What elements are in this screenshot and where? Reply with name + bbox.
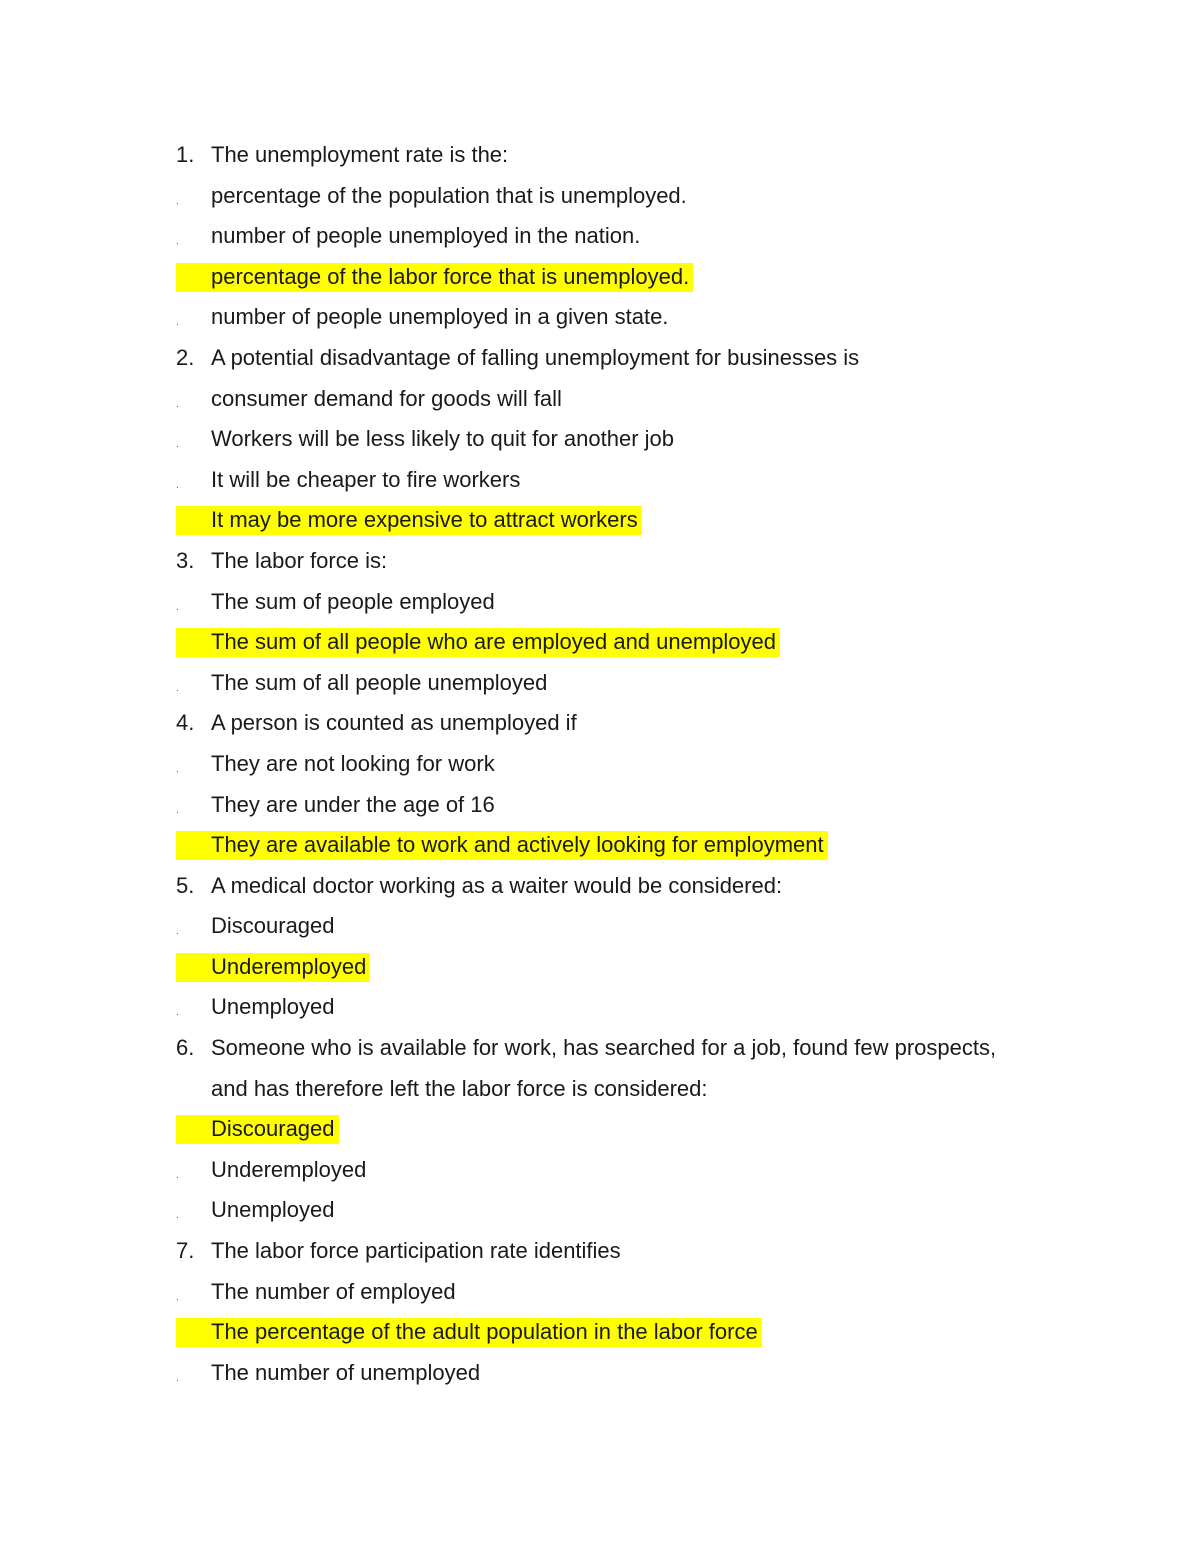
question-text: A person is counted as unemployed if [211, 710, 577, 736]
question-number: 3. [176, 547, 195, 573]
answer-option [176, 460, 1076, 501]
answer-option-correct [176, 257, 1076, 298]
option-marker-icon: . [176, 804, 179, 816]
answer-option-text: The number of unemployed [211, 1359, 481, 1385]
answer-option-text: The percentage of the adult population in the labor force [211, 1319, 758, 1345]
question-stem-line [176, 1231, 1076, 1272]
answer-option [176, 987, 1076, 1028]
answer-option-text: The sum of all people unemployed [211, 669, 548, 695]
question-text: The labor force is: [211, 547, 388, 573]
answer-option [176, 419, 1076, 460]
question-stem-line [176, 703, 1076, 744]
answer-option-correct [176, 1109, 1076, 1150]
answer-option [176, 1272, 1076, 1313]
answer-option [176, 297, 1076, 338]
option-marker-icon: . [176, 1210, 179, 1222]
option-marker-icon: . [176, 317, 179, 329]
question-block [176, 703, 1076, 865]
answer-option-text: It will be cheaper to fire workers [211, 466, 521, 492]
question-block [176, 541, 1076, 703]
answer-option-text: The number of employed [211, 1278, 456, 1304]
answer-option [176, 663, 1076, 704]
quiz-question-list [176, 135, 1076, 1393]
option-marker-icon: . [176, 398, 179, 410]
question-stem-line [176, 1028, 1076, 1069]
answer-option-text: Underemployed [211, 1156, 367, 1182]
answer-option-text: Underemployed [211, 953, 367, 979]
question-number: 7. [176, 1238, 195, 1264]
answer-option-text: number of people unemployed in a given state. [211, 304, 669, 330]
answer-option-text: It may be more expensive to attract workers [211, 507, 638, 533]
option-marker-icon: . [176, 1291, 179, 1303]
answer-option-text: The sum of people employed [211, 588, 495, 614]
answer-option [176, 785, 1076, 826]
option-marker-icon: . [176, 682, 179, 694]
answer-option-text: Discouraged [211, 1116, 335, 1142]
answer-option-text: percentage of the population that is unemployed. [211, 182, 687, 208]
question-block [176, 338, 1076, 541]
question-text: The labor force participation rate identifies [211, 1238, 621, 1264]
answer-option-correct [176, 947, 1076, 988]
option-marker-icon: . [176, 236, 179, 248]
question-block [176, 866, 1076, 1028]
answer-option-text: consumer demand for goods will fall [211, 385, 562, 411]
answer-option [176, 744, 1076, 785]
question-stem-line [176, 135, 1076, 176]
answer-option-text: percentage of the labor force that is unemployed. [211, 263, 690, 289]
question-text: A potential disadvantage of falling unemployment for businesses is [211, 344, 860, 370]
question-stem-line [176, 1069, 1076, 1110]
option-marker-icon: . [176, 195, 179, 207]
question-text: The unemployment rate is the: [211, 142, 509, 167]
answer-option [176, 1150, 1076, 1191]
answer-option-text: Workers will be less likely to quit for another job [211, 426, 675, 452]
option-marker-icon: . [176, 763, 179, 775]
option-marker-icon: . [176, 479, 179, 491]
answer-option [176, 906, 1076, 947]
option-marker-icon: . [176, 1169, 179, 1181]
question-block [176, 1028, 1076, 1231]
option-marker-icon: . [176, 601, 179, 613]
answer-option-correct [176, 622, 1076, 663]
question-text: A medical doctor working as a waiter would be considered: [211, 872, 783, 898]
answer-option-text: They are available to work and actively looking for employment [211, 832, 824, 858]
question-block [176, 135, 1076, 338]
answer-option [176, 1353, 1076, 1394]
option-marker-icon: . [176, 1007, 179, 1019]
option-marker-icon: . [176, 1372, 179, 1384]
option-marker-icon: . [176, 926, 179, 938]
answer-option [176, 1190, 1076, 1231]
answer-option [176, 216, 1076, 257]
answer-option-text: number of people unemployed in the nation. [211, 223, 641, 249]
question-number: 2. [176, 344, 195, 370]
question-number: 6. [176, 1035, 195, 1061]
question-stem-line [176, 338, 1076, 379]
question-text: and has therefore left the labor force is considered: [211, 1075, 708, 1101]
question-stem-line [176, 866, 1076, 907]
answer-option [176, 176, 1076, 217]
answer-option-text: The sum of all people who are employed and unemployed [211, 629, 777, 655]
option-marker-icon: . [176, 439, 179, 451]
answer-option [176, 379, 1076, 420]
answer-option-text: Unemployed [211, 1197, 335, 1223]
answer-option-text: Discouraged [211, 913, 335, 939]
answer-option-correct [176, 1312, 1076, 1353]
question-block [176, 1231, 1076, 1393]
question-number: 5. [176, 872, 195, 898]
answer-option-text: Unemployed [211, 994, 335, 1020]
answer-option-text: They are under the age of 16 [211, 791, 495, 817]
question-number: 4. [176, 710, 195, 736]
answer-option-correct [176, 500, 1076, 541]
answer-option-text: They are not looking for work [211, 750, 495, 776]
answer-option [176, 582, 1076, 623]
question-stem-line [176, 541, 1076, 582]
question-number: 1. [176, 142, 195, 167]
answer-option-correct [176, 825, 1076, 866]
question-text: Someone who is available for work, has searched for a job, found few prospects, [211, 1035, 997, 1061]
